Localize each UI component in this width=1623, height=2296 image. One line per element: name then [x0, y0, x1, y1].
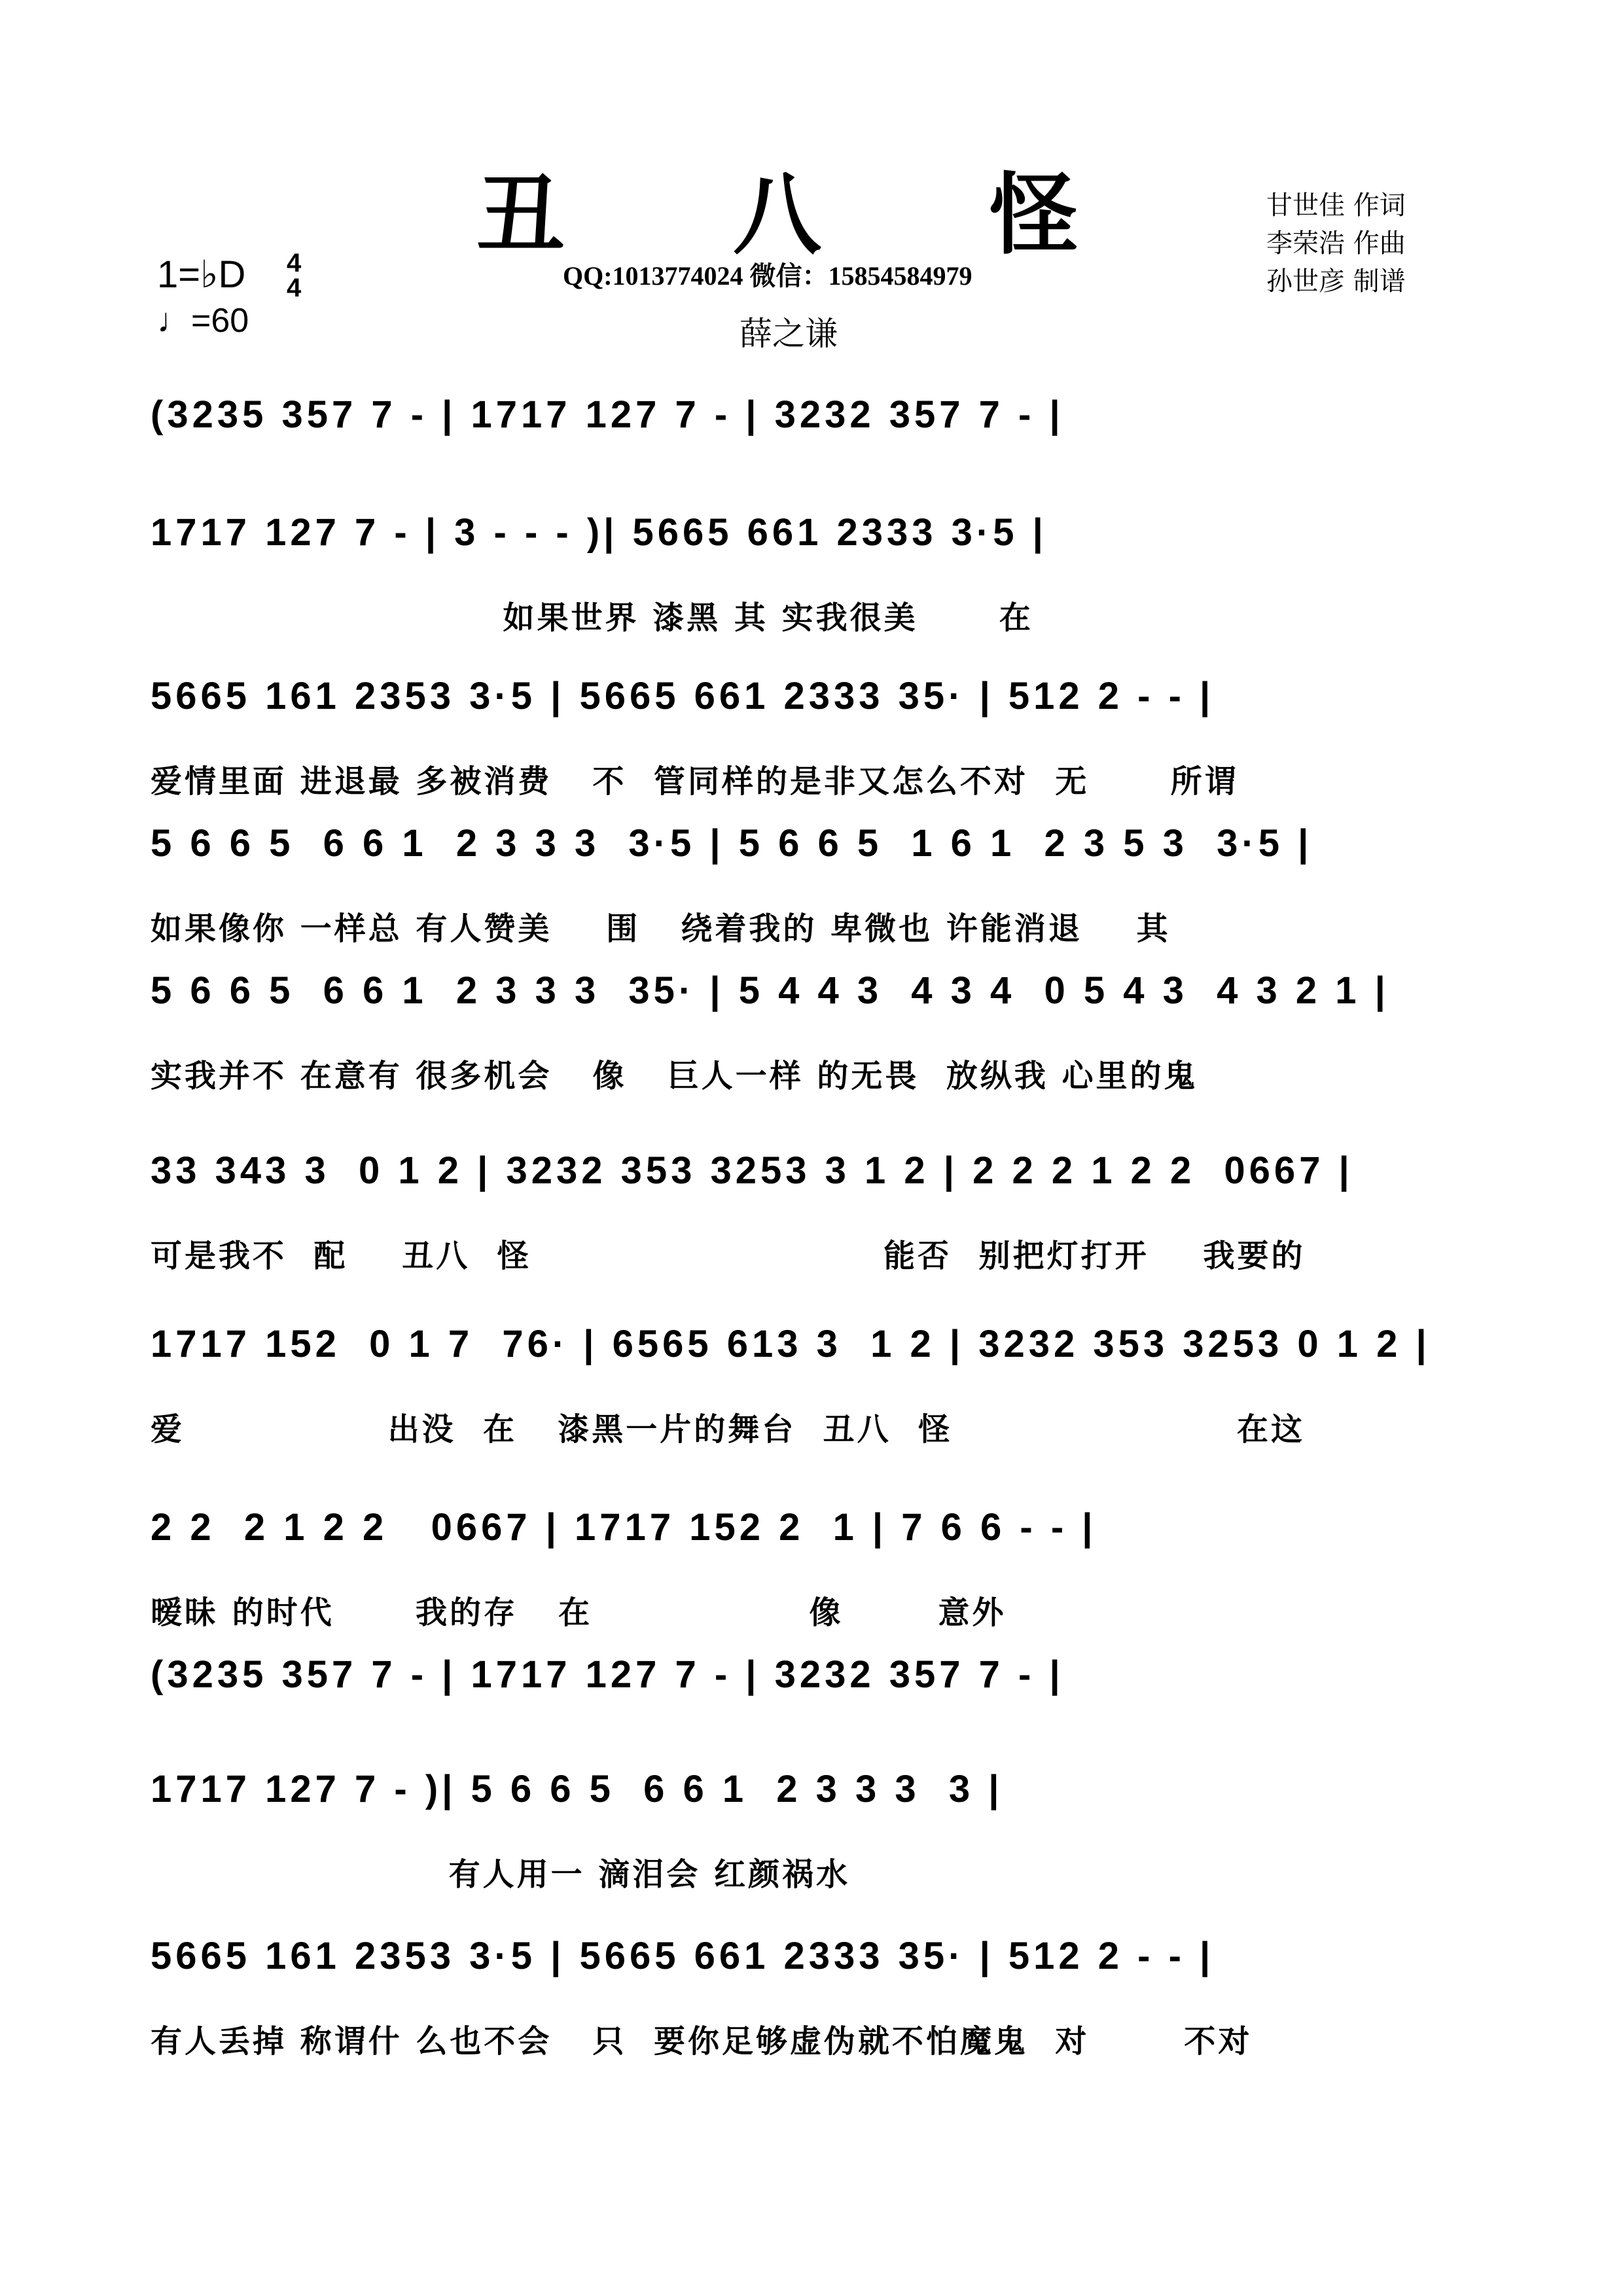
- notation-line: 5665 161 2353 3·5 | 5665 661 2333 35· | 512 2 - - |: [151, 1935, 1215, 1977]
- notation-line: 2 2 2 1 2 2 0667 | 1717 152 2 1 | 7 6 6 - - |: [151, 1506, 1097, 1549]
- composer-credit: 李荣浩 作曲: [1266, 228, 1406, 259]
- notation-line: 5 6 6 5 6 6 1 2 3 3 3 3·5 | 5 6 6 5 1 6 1 2 3 5 3 3·5 |: [151, 822, 1313, 865]
- time-signature-bottom: 4: [287, 274, 302, 302]
- lyrics-line: 爱 出没 在 漆黑一片的舞台 丑八 怪 在这: [151, 1411, 1305, 1448]
- notation-line: (3235 357 7 - | 1717 127 7 - | 3232 357 7 - |: [151, 1653, 1064, 1696]
- notation-line: 1717 127 7 - )| 5 6 6 5 6 6 1 2 3 3 3 3 |: [151, 1768, 1003, 1810]
- transcriber-credit: 孙世彦 制谱: [1266, 266, 1406, 296]
- lyrics-line: 爱情里面 进退最 多被消费 不 管同样的是非又怎么不对 无 所谓: [151, 763, 1239, 800]
- tempo-marking: ♩=60: [157, 302, 249, 340]
- notation-line: 1717 152 0 1 7 76· | 6565 613 3 1 2 | 3232 353 3253 0 1 2 |: [151, 1323, 1431, 1365]
- song-title: 丑 八 怪: [476, 162, 1147, 266]
- singer-name: 薛之谦: [740, 315, 838, 353]
- lyrics-line: 有人用一 滴泪会 红颜祸水: [151, 1856, 851, 1893]
- notation-line: 1717 127 7 - | 3 - - - )| 5665 661 2333 3·5 |: [151, 511, 1047, 554]
- lyrics-line: 如果像你 一样总 有人赞美 围 绕着我的 卑微也 许能消退 其: [151, 910, 1171, 947]
- lyrics-line: 暧昧 的时代 我的存 在 像 意外: [151, 1594, 1007, 1631]
- lyricist-credit: 甘世佳 作词: [1266, 190, 1406, 221]
- notation-line: 33 343 3 0 1 2 | 3232 353 3253 3 1 2 | 2 2 2 1 2 2 0667 |: [151, 1149, 1353, 1192]
- credits: [1266, 187, 1406, 300]
- key-signature: 1=♭D: [157, 253, 246, 296]
- lyrics-line: 实我并不 在意有 很多机会 像 巨人一样 的无畏 放纵我 心里的鬼: [151, 1058, 1198, 1094]
- time-signature-top: 4: [287, 249, 302, 278]
- time-signature: [287, 251, 301, 300]
- contact-info: QQ:1013774024 微信：15854584979: [563, 261, 972, 291]
- notation-line: (3235 357 7 - | 1717 127 7 - | 3232 357 7 - |: [151, 393, 1064, 436]
- lyrics-line: 如果世界 漆黑 其 实我很美 在: [151, 600, 1033, 636]
- lyrics-line: 有人丢掉 称谓什 么也不会 只 要你足够虚伪就不怕魔鬼 对 不对: [151, 2023, 1253, 2060]
- notation-line: 5665 161 2353 3·5 | 5665 661 2333 35· | 512 2 - - |: [151, 675, 1215, 717]
- lyrics-line: 可是我不 配 丑八 怪 能否 别把灯打开 我要的: [151, 1238, 1306, 1274]
- notation-line: 5 6 6 5 6 6 1 2 3 3 3 35· | 5 4 4 3 4 3 4 0 5 4 3 4 3 2 1 |: [151, 969, 1389, 1012]
